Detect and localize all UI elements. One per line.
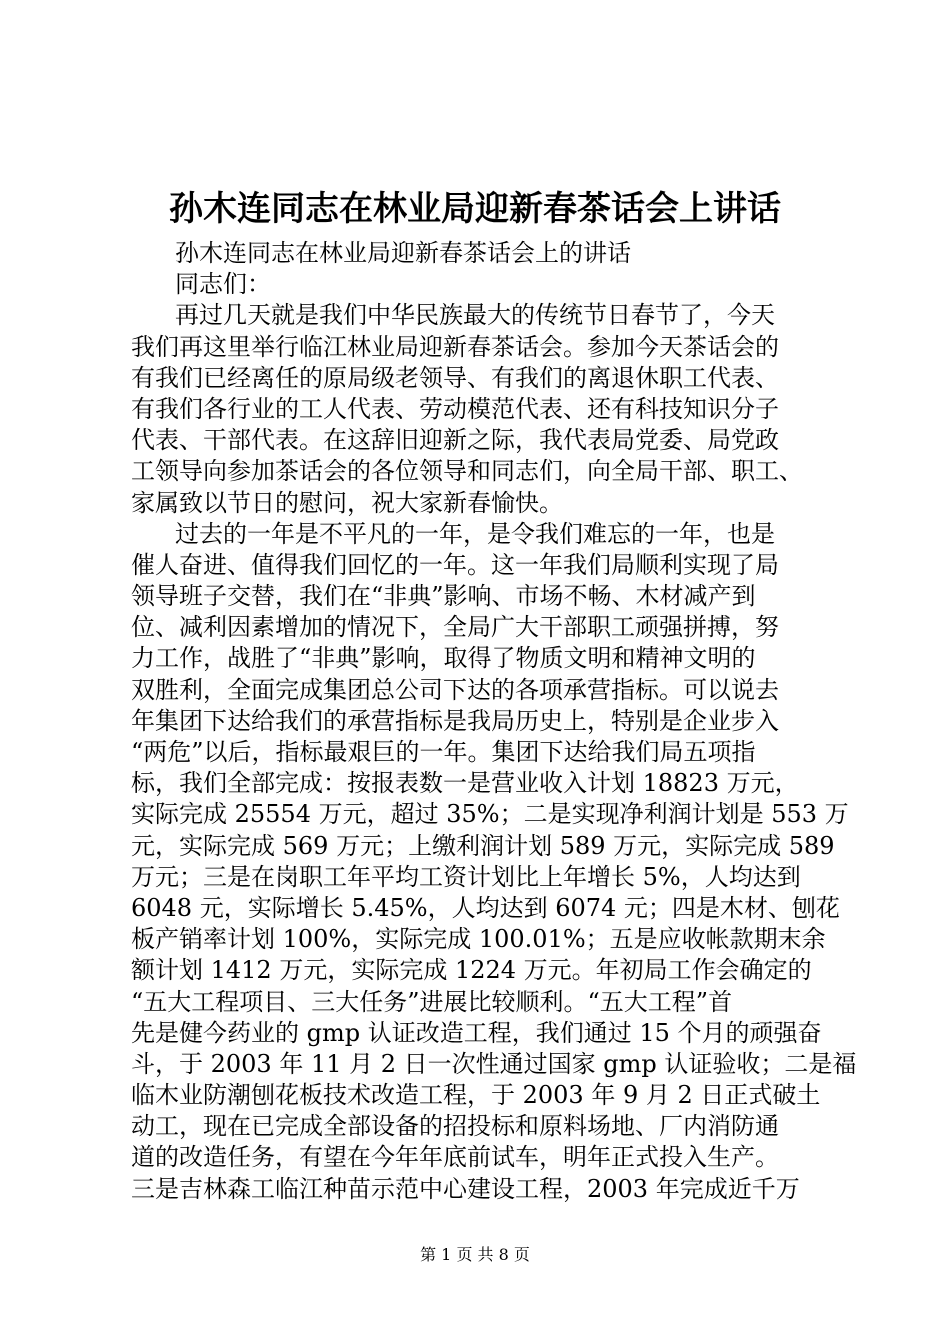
paragraph-line: 领导班子交替，我们在“非典”影响、市场不畅、木材减产到 xyxy=(131,582,756,611)
paragraph-line: 代表、干部代表。在这辞旧迎新之际，我代表局党委、局党政 xyxy=(131,426,779,455)
paragraph-line: 工领导向参加茶话会的各位领导和同志们，向全局干部、职工、 xyxy=(131,457,803,486)
paragraph-line: “五大工程项目、三大任务”进展比较顺利。“五大工程”首 xyxy=(131,987,733,1016)
document-title: 孙木连同志在林业局迎新春茶话会上讲话 xyxy=(169,189,781,229)
paragraph-line: 板产销率计划 100%，实际完成 100.01%；五是应收帐款期末余 xyxy=(131,925,826,954)
paragraph-line: 年集团下达给我们的承营指标是我局历史上，特别是企业步入 xyxy=(131,706,779,735)
paragraph-line: 再过几天就是我们中华民族最大的传统节日春节了，今天 xyxy=(175,301,775,330)
page-number-footer: 第 1 页 共 8 页 xyxy=(420,1245,530,1264)
paragraph-line: 家属致以节日的慰问，祝大家新春愉快。 xyxy=(131,488,563,517)
paragraph-line: 有我们各行业的工人代表、劳动模范代表、还有科技知识分子 xyxy=(131,394,779,423)
paragraph-line: 三是吉林森工临江种苗示范中心建设工程，2003 年完成近千万 xyxy=(131,1174,800,1203)
paragraph-line: 位、减利因素增加的情况下，全局广大干部职工顽强拼搏，努 xyxy=(131,613,779,642)
paragraph-line: 实际完成 25554 万元，超过 35%；二是实现净利润计划是 553 万 xyxy=(131,800,849,829)
paragraph-line: 6048 元，实际增长 5.45%，人均达到 6074 元；四是木材、刨花 xyxy=(131,893,840,922)
paragraph-line: 孙木连同志在林业局迎新春茶话会上的讲话 xyxy=(175,239,631,267)
paragraph-line: 元，实际完成 569 万元；上缴利润计划 589 万元，实际完成 589 xyxy=(131,831,835,860)
paragraph-line: “两危”以后，指标最艰巨的一年。集团下达给我们局五项指 xyxy=(131,738,756,766)
paragraph-line: 催人奋进、值得我们回忆的一年。这一年我们局顺利实现了局 xyxy=(131,550,779,579)
paragraph-line: 过去的一年是不平凡的一年，是令我们难忘的一年，也是 xyxy=(175,519,775,548)
paragraph-line: 临木业防潮刨花板技术改造工程，于 2003 年 9 月 2 日正式破土 xyxy=(131,1081,821,1110)
paragraph-line: 斗，于 2003 年 11 月 2 日一次性通过国家 gmp 认证验收；二是福 xyxy=(131,1049,857,1078)
paragraph-line: 双胜利，全面完成集团总公司下达的各项承营指标。可以说去 xyxy=(131,675,779,704)
paragraph-line: 先是健今药业的 gmp 认证改造工程，我们通过 15 个月的顽强奋 xyxy=(131,1018,822,1047)
paragraph-line: 力工作，战胜了“非典”影响，取得了物质文明和精神文明的 xyxy=(131,644,756,673)
document-body xyxy=(131,238,857,1205)
paragraph-line: 万元；三是在岗职工年平均工资计划比上年增长 5%，人均达到 xyxy=(131,862,801,891)
paragraph-line: 同志们： xyxy=(175,270,271,299)
paragraph-line: 标，我们全部完成：按报表数一是营业收入计划 18823 万元， xyxy=(131,769,799,798)
paragraph-line: 额计划 1412 万元，实际完成 1224 万元。年初局工作会确定的 xyxy=(131,956,812,985)
paragraph-line: 有我们已经离任的原局级老领导、有我们的离退休职工代表、 xyxy=(131,363,779,392)
paragraph-line: 我们再这里举行临江林业局迎新春茶话会。参加今天茶话会的 xyxy=(131,332,779,361)
paragraph-line: 道的改造任务，有望在今年年底前试车，明年正式投入生产。 xyxy=(131,1143,779,1172)
paragraph-line: 动工，现在已完成全部设备的招投标和原料场地、厂内消防通 xyxy=(131,1112,779,1141)
